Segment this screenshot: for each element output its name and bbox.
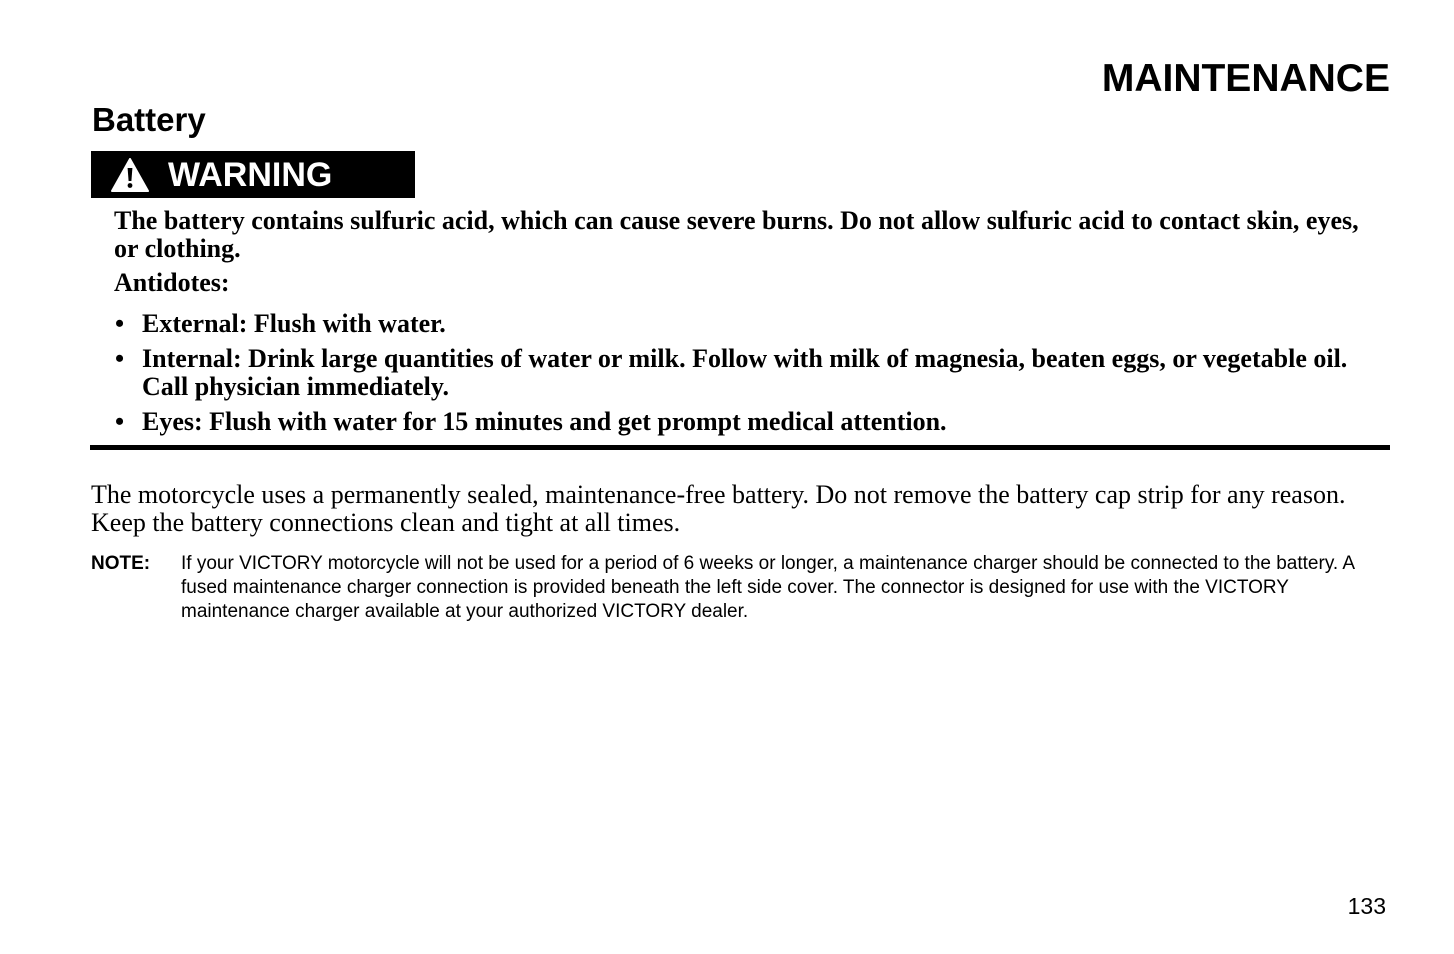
chapter-title: MAINTENANCE (1101, 57, 1390, 100)
antidote-text: External: Flush with water. (142, 309, 446, 338)
note-text: If your VICTORY motorcycle will not be used for a period of 6 weeks or longer, a maintenance charger should be connected to the battery. A fused maintenance charger connection is provided beneath the left side cover. The connector is designed for use with the VICTORY maintenance charger available at your authorized VICTORY dealer. (181, 553, 1355, 622)
note-label: NOTE: (91, 553, 151, 574)
warning-statement: The battery contains sulfuric acid, which can cause severe burns. Do not allow sulfuric acid to contact skin, eyes, or clothing. (114, 206, 1359, 263)
warning-divider (90, 445, 1390, 450)
antidote-text: Eyes: Flush with water for 15 minutes and get prompt medical attention. (142, 407, 947, 436)
section-title: Battery (92, 101, 206, 138)
antidotes-title: Antidotes: (114, 268, 230, 297)
warning-banner (91, 151, 415, 198)
antidote-external (114, 310, 1374, 338)
antidote-eyes (114, 408, 1374, 436)
page-number: 133 (1347, 893, 1386, 919)
warning-label: WARNING (168, 155, 333, 194)
warning-triangle-icon (111, 158, 149, 192)
bullet-icon: • (115, 407, 125, 436)
antidote-text: Internal: Drink large quantities of water or milk. Follow with milk of magnesia, beaten eggs, or vegetable oil. Call physician immediately. (142, 344, 1348, 401)
battery-description: The motorcycle uses a permanently sealed, maintenance-free battery. Do not remove the battery cap strip for any reason. Keep the battery connections clean and tight at all times. (91, 480, 1346, 537)
bullet-icon: • (115, 309, 125, 338)
warning-body (114, 207, 1374, 443)
antidote-list (114, 310, 1374, 436)
antidote-internal (114, 345, 1374, 401)
bullet-icon: • (115, 344, 125, 373)
